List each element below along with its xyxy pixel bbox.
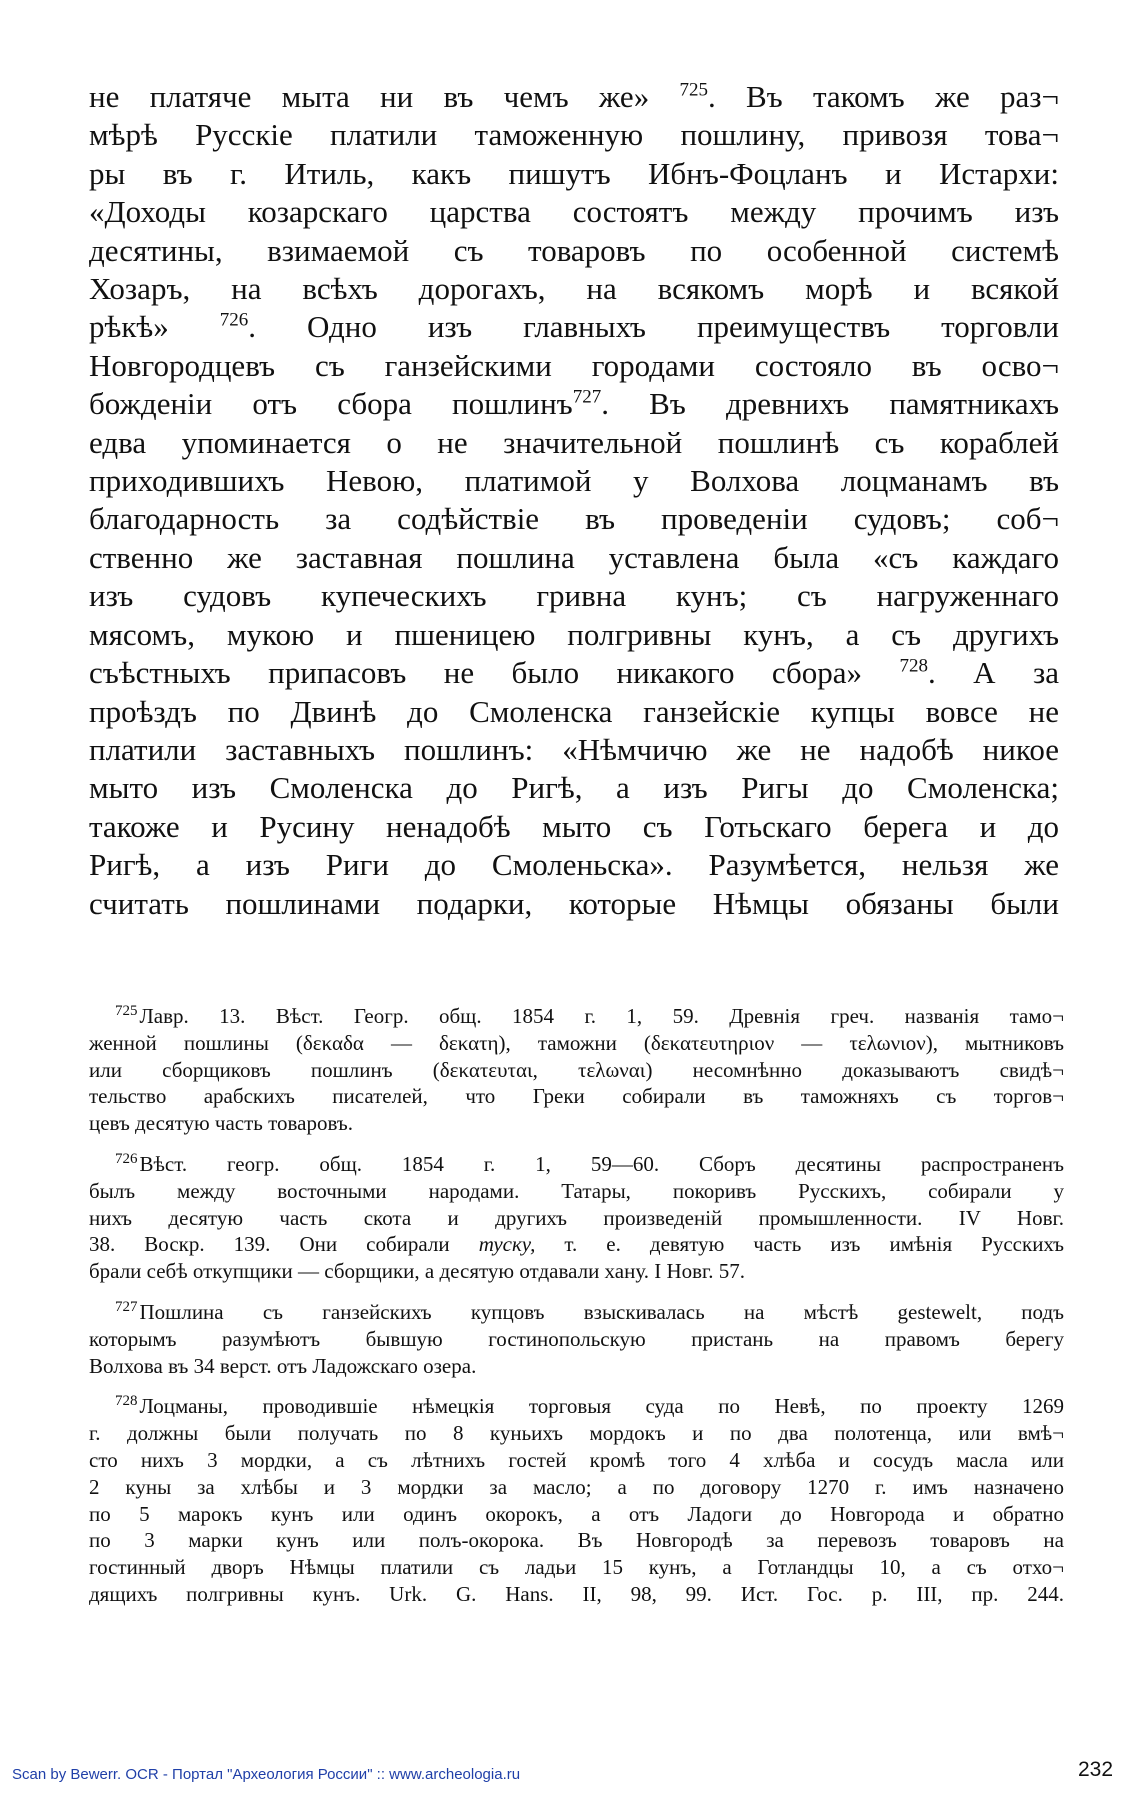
- text-line: едва упоминается о не значительной пошлинѣ съ кораблей: [89, 424, 1059, 460]
- text-segment: . Въ древнихъ памятникахъ: [601, 386, 1059, 422]
- text-line: изъ судовъ купеческихъ гривна кунъ; съ нагруженнаго: [89, 578, 1059, 614]
- text-line: Ригѣ, а изъ Риги до Смоленьска». Разумѣется, нельзя же: [89, 847, 1059, 883]
- footnote-number: 726: [115, 1150, 138, 1167]
- footnote-line: [89, 1231, 1064, 1258]
- footnote-reference[interactable]: 728: [899, 655, 928, 677]
- text-segment: т. е. девятую часть изъ имѣнія Русскихъ: [535, 1232, 1064, 1257]
- text-line: приходившихъ Невою, платимой у Волхова лоцманамъ въ: [89, 463, 1059, 499]
- footnote-line: по 5 марокъ кунъ или одинъ окорокъ, а отъ Ладоги до Новгорода и обратно: [89, 1501, 1064, 1526]
- text-line: считать пошлинами подарки, которые Нѣмцы обязаны были: [89, 885, 1059, 921]
- footnote-line: гостинный дворъ Нѣмцы платили съ ладьи 15 кунъ, а Готландцы 10, а съ отхо¬: [89, 1555, 1064, 1580]
- footnote-reference[interactable]: 727: [572, 386, 602, 408]
- text-line: ственно же заставная пошлина уставлена была «съ каждаго: [89, 539, 1059, 575]
- footnote-line: цевъ десятую часть товаровъ.: [89, 1111, 353, 1136]
- text-line: [89, 385, 1059, 423]
- footnotes-section: [89, 1003, 1064, 1622]
- footnote-727: [89, 1299, 1064, 1379]
- footnote-line: брали себѣ откупщики — сборщики, а десятую отдавали хану. I Новг. 57.: [89, 1259, 746, 1284]
- text-segment: . Въ такомъ же раз¬: [707, 79, 1059, 114]
- footnote-line: которымъ разумѣютъ бывшую гостинопольскую пристань на правомъ берегу: [89, 1326, 1064, 1351]
- text-line: мѣрѣ Русскіе платили таможенную пошлину, привозя това¬: [89, 117, 1059, 153]
- text-segment: Пошлина съ ганзейскихъ купцовъ взыскивалась на мѣстѣ gestewelt, подъ: [139, 1299, 1064, 1324]
- text-line: [89, 78, 1059, 116]
- footnote-726: [89, 1151, 1064, 1285]
- footnote-728: [89, 1393, 1064, 1607]
- text-line: [89, 308, 1059, 346]
- text-line: мыто изъ Смоленска до Ригѣ, а изъ Ригы до Смоленска;: [89, 770, 1059, 806]
- footnote-725: [89, 1003, 1064, 1137]
- footnote-line: нихъ десятую часть скота и другихъ произведеній промышленности. IV Новг.: [89, 1205, 1064, 1230]
- footnote-line: 2 куны за хлѣбы и 3 мордки за масло; а по договору 1270 г. имъ назначено: [89, 1474, 1064, 1499]
- footnote-number: 727: [115, 1298, 138, 1315]
- text-segment: съѣстныхъ припасовъ не было никакого сбора»: [89, 655, 900, 691]
- footer-credit-link[interactable]: Scan by Bewerr. OCR - Портал "Археология России" :: www.archeologia.ru: [12, 1766, 521, 1783]
- text-segment: . А за: [927, 655, 1059, 691]
- text-line: Новгородцевъ съ ганзейскими городами состояло въ осво¬: [89, 347, 1059, 383]
- footnote-line: дящихъ полгривны кунъ. Urk. G. Hans. II, 98, 99. Ист. Гос. р. III, пр. 244.: [89, 1581, 1064, 1606]
- text-segment: Вѣст. геогр. общ. 1854 г. 1, 59—60. Сборъ десятины распространенъ: [139, 1151, 1064, 1176]
- footnote-line: тельство арабскихъ писателей, что Греки собирали въ таможняхъ съ торгов¬: [89, 1084, 1064, 1109]
- italic-word: туску,: [478, 1232, 536, 1257]
- text-line: проѣздъ по Двинѣ до Смоленска ганзейскіе купцы вовсе не: [89, 693, 1059, 729]
- footnote-line: сто нихъ 3 мордки, а съ лѣтнихъ гостей кромѣ того 4 хлѣба и сосудъ масла или: [89, 1447, 1064, 1472]
- text-segment: . Одно изъ главныхъ преимуществъ торговли: [248, 309, 1059, 345]
- footnote-reference[interactable]: 725: [679, 79, 708, 101]
- page-number: 232: [1078, 1758, 1114, 1781]
- footnote-number: 725: [115, 1003, 138, 1019]
- text-line: [89, 654, 1059, 692]
- footnote-line: г. должны были получать по 8 куньихъ мордокъ и по два полотенца, или вмѣ¬: [89, 1421, 1064, 1446]
- text-line: платили заставныхъ пошлинъ: «Нѣмчичю же не надобѣ никое: [89, 731, 1059, 767]
- footnote-line: или сборщиковъ пошлинъ (δεκατευται, τελωναι) несомнѣнно доказываютъ свидѣ¬: [89, 1057, 1064, 1082]
- main-text-block: [89, 78, 1059, 923]
- text-segment: Лоцманы, проводившіе нѣмецкія торговыя суда по Невѣ, по проекту 1269: [139, 1394, 1064, 1419]
- footnote-line: Волхова въ 34 верст. отъ Ладожскаго озера.: [89, 1353, 477, 1378]
- text-line: мясомъ, мукою и пшеницею полгривны кунъ, а съ другихъ: [89, 616, 1059, 652]
- text-line: ры въ г. Итиль, какъ пишутъ Ибнъ-Фоцланъ и Истархи:: [89, 155, 1059, 191]
- text-segment: Лавр. 13. Вѣст. Геогр. общ. 1854 г. 1, 59. Древнія греч. названія тамо¬: [139, 1004, 1064, 1028]
- text-segment: не платяче мыта ни въ чемъ же»: [89, 79, 680, 114]
- footnote-line: [89, 1393, 1064, 1420]
- text-line: «Доходы козарскаго царства состоятъ между прочимъ изъ: [89, 194, 1059, 230]
- footnote-line: [89, 1299, 1064, 1326]
- footnote-line: [89, 1151, 1064, 1178]
- text-line: Хозаръ, на всѣхъ дорогахъ, на всякомъ морѣ и всякой: [89, 271, 1059, 307]
- footnote-line: былъ между восточными народами. Татары, покоривъ Русскихъ, собирали у: [89, 1178, 1064, 1203]
- text-segment: рѣкѣ»: [89, 309, 220, 345]
- footnote-line: женной пошлины (δεκαδα — δεκατη), таможни (δεκατευτηριον — τελωνιον), мытниковъ: [89, 1030, 1064, 1055]
- text-line: десятины, взимаемой съ товаровъ по особенной системѣ: [89, 232, 1059, 268]
- footnote-number: 728: [115, 1393, 138, 1410]
- text-segment: 38. Воскр. 139. Они собирали: [89, 1232, 479, 1257]
- footnote-line: [89, 1003, 1064, 1030]
- text-line: такоже и Русину ненадобѣ мыто съ Готьскаго берега и до: [89, 808, 1059, 844]
- footnote-line: по 3 марки кунъ или полъ-окорока. Въ Новгородѣ за перевозъ товаровъ на: [89, 1528, 1064, 1553]
- footnote-reference[interactable]: 726: [219, 310, 249, 332]
- text-line: благодарность за содѣйствіе въ проведеніи судовъ; соб¬: [89, 501, 1059, 537]
- text-segment: божденіи отъ сбора пошлинъ: [89, 386, 573, 422]
